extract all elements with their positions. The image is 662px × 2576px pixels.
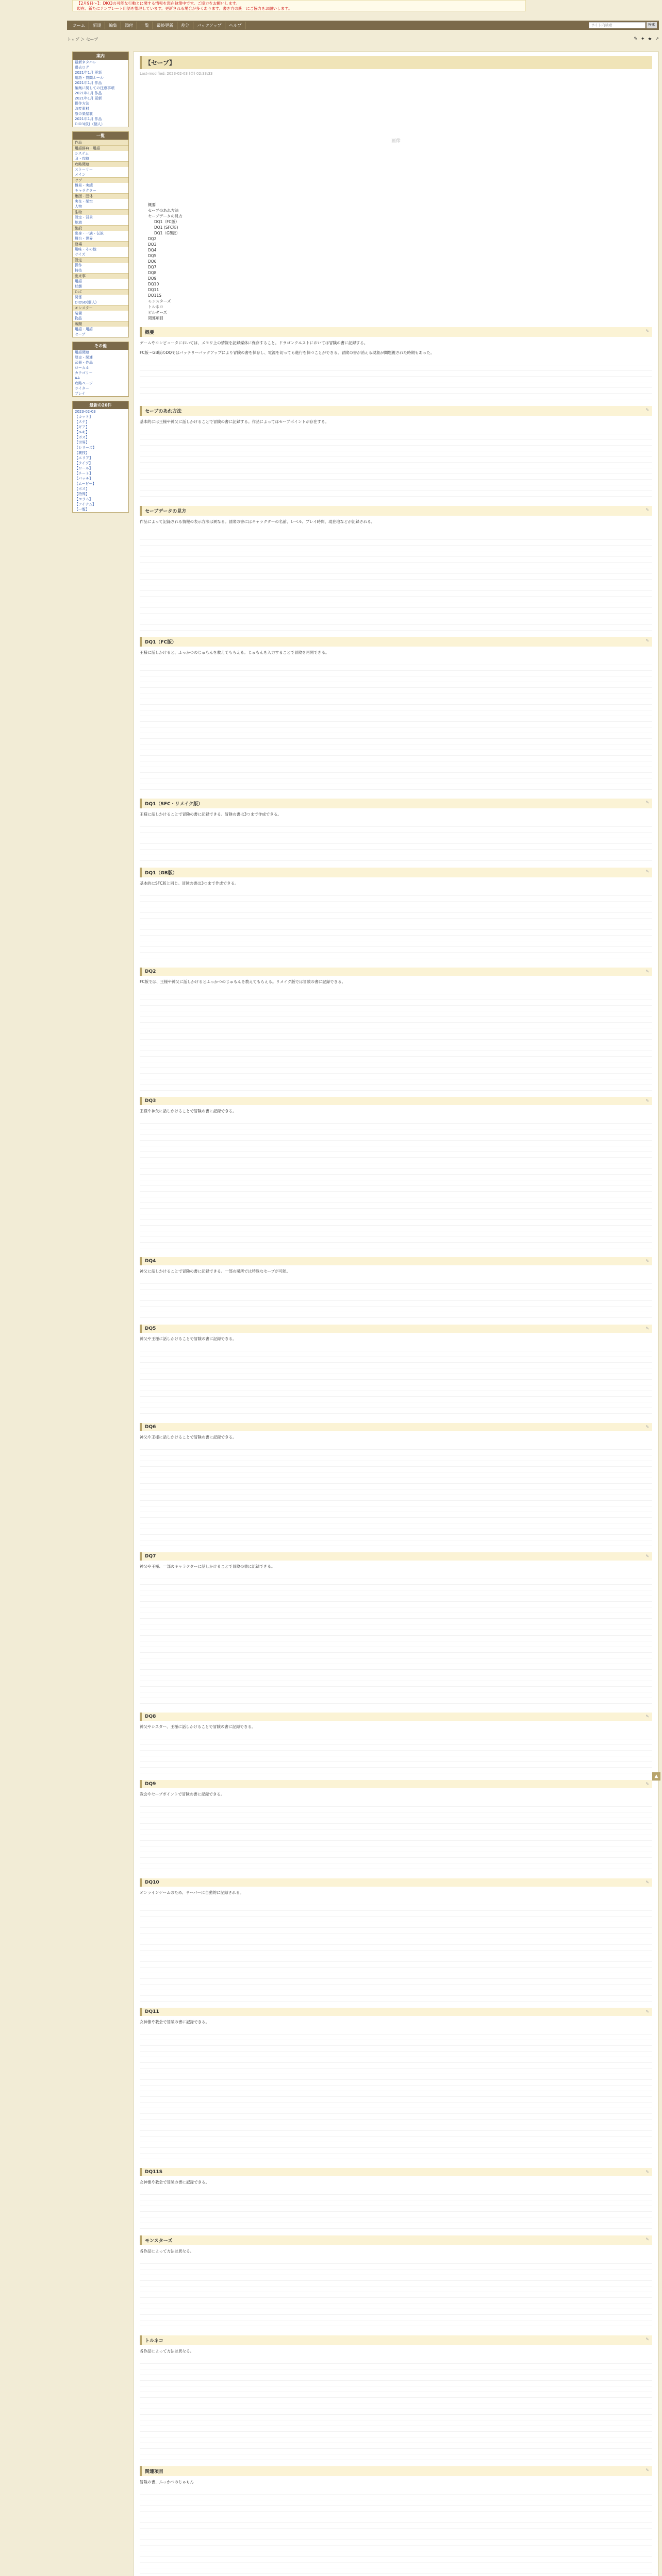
section-title: セーブデータの見方 bbox=[145, 509, 187, 514]
section-heading bbox=[140, 1878, 652, 1887]
sidebar-menu bbox=[72, 52, 129, 127]
section-title: DQ2 bbox=[145, 969, 156, 974]
sidebar-item[interactable]: 2021年1月 作品 bbox=[75, 117, 102, 121]
section-heading bbox=[140, 2168, 652, 2176]
sidebar-item[interactable]: 登場 bbox=[73, 241, 128, 247]
nav-bar bbox=[67, 21, 659, 30]
section-text: 冒険の書、ふっかつのじゅもん bbox=[140, 2480, 194, 2484]
sidebar-item[interactable]: 状態 bbox=[75, 284, 82, 289]
sidebar-item[interactable]: 用語関連 bbox=[75, 350, 89, 354]
nav-attach[interactable]: 添付 bbox=[121, 22, 137, 29]
edit-section-icon[interactable]: ✎ bbox=[646, 2337, 649, 2342]
section-heading bbox=[140, 799, 652, 808]
toc-item[interactable]: 関連項目 bbox=[148, 316, 163, 320]
sidebar-item[interactable]: 趣味・その他 bbox=[75, 247, 96, 251]
section-title: DQ8 bbox=[145, 1714, 156, 1719]
bookmark-icon[interactable]: ★ bbox=[648, 37, 652, 42]
sidebar-item[interactable]: 【裏技】 bbox=[75, 451, 89, 455]
edit-section-icon[interactable]: ✎ bbox=[646, 1098, 649, 1103]
section-heading bbox=[140, 1713, 652, 1721]
nav-new[interactable]: 新規 bbox=[89, 22, 105, 29]
text-block bbox=[140, 2258, 652, 2330]
sidebar-item[interactable]: 施設 bbox=[73, 225, 128, 231]
section-title: DQ11S bbox=[145, 2170, 163, 2175]
text-block bbox=[140, 1900, 652, 2003]
edit-section-icon[interactable]: ✎ bbox=[646, 1425, 649, 1429]
text-block bbox=[140, 1444, 652, 1547]
toc-item[interactable]: DQ8 bbox=[148, 270, 157, 275]
sidebar-item[interactable]: サイズ bbox=[75, 252, 86, 257]
edit-icon[interactable]: ✎ bbox=[634, 37, 638, 42]
sidebar-item[interactable]: 【エリア】 bbox=[75, 456, 93, 460]
sidebar-item[interactable]: 最新ネタバレ bbox=[75, 60, 96, 64]
section-heading bbox=[140, 2235, 652, 2245]
text-block bbox=[140, 1118, 652, 1252]
edit-section-icon[interactable]: ✎ bbox=[646, 1554, 649, 1558]
toc-item[interactable]: トルネコ bbox=[148, 304, 163, 309]
sidebar-item[interactable]: 【シリーズ】 bbox=[75, 446, 96, 450]
breadcrumb bbox=[67, 35, 659, 43]
edit-section-icon[interactable]: ✎ bbox=[646, 869, 649, 874]
sidebar-item[interactable]: 生物 bbox=[73, 209, 128, 215]
sidebar-item[interactable]: 攻略関連 bbox=[73, 161, 128, 167]
sidebar-item[interactable]: モンスター bbox=[73, 305, 128, 311]
section-title: セーブのあれ方法 bbox=[145, 409, 182, 414]
toc-item[interactable]: ビルダーズ bbox=[148, 310, 167, 315]
notice-box bbox=[72, 0, 526, 11]
sidebar-item[interactable]: 操作方法 bbox=[75, 101, 89, 106]
section-title: DQ11 bbox=[145, 2009, 159, 2014]
sidebar-list-title: 一覧 bbox=[73, 132, 128, 140]
sidebar-other bbox=[72, 342, 129, 397]
edit-section-icon[interactable]: ✎ bbox=[646, 329, 649, 333]
sidebar-item[interactable]: 【ライブ】 bbox=[75, 461, 93, 465]
section-text: 王様に話しかけると、ふっかつのじゅもんを教えてもらえる。じゅもんを入力することで冒険を再開できる。 bbox=[140, 650, 329, 655]
sidebar-item[interactable]: 2021年1月 更新 bbox=[75, 71, 102, 75]
toc-item[interactable]: DQ4 bbox=[148, 248, 157, 252]
toc-item[interactable]: モンスターズ bbox=[148, 299, 171, 303]
section-title: DQ4 bbox=[145, 1259, 156, 1264]
sidebar-item[interactable]: 【世界】 bbox=[75, 440, 89, 445]
edit-section-icon[interactable]: ✎ bbox=[646, 2009, 649, 2014]
edit-section-icon[interactable]: ✎ bbox=[646, 507, 649, 512]
section-text: 基本的にSFC版と同じ。冒険の書は3つまで作成できる。 bbox=[140, 881, 239, 886]
sidebar-item[interactable]: DLC bbox=[73, 289, 128, 295]
sidebar-item[interactable]: 過去ログ bbox=[75, 65, 89, 70]
sidebar-item[interactable]: Ｂ・攻略 bbox=[75, 157, 89, 161]
section-heading bbox=[140, 2466, 652, 2476]
text-block bbox=[140, 2189, 652, 2230]
sidebar-item[interactable]: 2021年1月 作品 bbox=[75, 81, 102, 85]
section-title: DQ10 bbox=[145, 1880, 159, 1885]
toc-item[interactable]: DQ7 bbox=[148, 265, 157, 269]
section-heading bbox=[140, 1097, 652, 1105]
section-text: FC版〜GB版のDQではバッテリーバックアップにより冒険の書を保存し、電源を切っても進行を保つことができる。冒険の書が消える現象が問題視された時期もあった。 bbox=[140, 350, 435, 355]
sidebar-item[interactable]: 2023-02-03 bbox=[75, 410, 96, 414]
toc-item[interactable]: DQ11 bbox=[148, 287, 159, 292]
section-text: 各作品によって方法は異なる。 bbox=[140, 2249, 194, 2253]
sidebar-item[interactable]: プレイ bbox=[75, 392, 86, 396]
sidebar-item[interactable]: 特技 bbox=[75, 268, 82, 273]
nav-backup[interactable]: バックアップ bbox=[193, 22, 225, 29]
edit-section-icon[interactable]: ✎ bbox=[646, 2237, 649, 2242]
sidebar-item[interactable]: 【特殊】 bbox=[75, 492, 89, 496]
text-block bbox=[140, 1801, 652, 1873]
section-heading bbox=[140, 327, 652, 337]
table-of-contents bbox=[140, 202, 652, 321]
toc-item[interactable]: DQ10 bbox=[148, 282, 159, 286]
sidebar-item[interactable]: 戦闘 bbox=[73, 321, 128, 327]
sidebar-item[interactable]: 2021年1月 作品 bbox=[75, 91, 102, 95]
section-text: 神父に話しかけることで冒険の書に記録できる。一部の場所では特殊なセーブが可能。 bbox=[140, 1269, 290, 1274]
section-text: 神父やシスター、王様に話しかけることで冒険の書に記録できる。 bbox=[140, 1724, 256, 1729]
sidebar-item[interactable]: 舞台・世界 bbox=[75, 236, 93, 241]
sidebar-item[interactable]: 【チート】 bbox=[75, 471, 93, 476]
section-heading bbox=[140, 1325, 652, 1333]
sidebar-item[interactable]: 難易・実績 bbox=[75, 183, 93, 188]
share-icon[interactable]: ↗ bbox=[655, 37, 659, 42]
text-block bbox=[140, 890, 652, 962]
nav-list[interactable]: 一覧 bbox=[137, 22, 153, 29]
section-text: 神父や王様に話しかけることで冒険の書に記録できる。 bbox=[140, 1435, 237, 1439]
section-title: モンスターズ bbox=[145, 2239, 173, 2244]
toc-item[interactable]: DQ11S bbox=[148, 293, 161, 298]
edit-section-icon[interactable]: ✎ bbox=[646, 800, 649, 805]
sidebar-item[interactable]: 用語辞典・用語 bbox=[73, 145, 128, 151]
sidebar-item[interactable]: AA bbox=[75, 376, 80, 380]
section-title: DQ7 bbox=[145, 1554, 156, 1559]
sidebar-item[interactable]: 攻略ページ bbox=[75, 381, 93, 385]
sidebar-recent bbox=[72, 401, 129, 513]
sidebar-item[interactable]: 出身・一族・伝説 bbox=[75, 231, 104, 235]
nav-recent[interactable]: 最終更新 bbox=[153, 22, 177, 29]
search-input[interactable]: サイト内検索 bbox=[589, 22, 646, 28]
text-block bbox=[140, 429, 652, 501]
sidebar-item[interactable]: 作品 bbox=[73, 140, 128, 145]
breadcrumb-text[interactable]: トップ ＞ セーブ bbox=[67, 37, 98, 42]
twitter-icon[interactable]: ✦ bbox=[640, 37, 645, 42]
toc-item[interactable]: セーブのあれ方法 bbox=[148, 208, 179, 213]
section-heading bbox=[140, 406, 652, 416]
sidebar-item[interactable]: 【ステ】 bbox=[75, 420, 89, 424]
sidebar-item[interactable]: 【エキ】 bbox=[75, 430, 89, 434]
main-content bbox=[133, 52, 659, 2576]
last-modified: Last-modified: 2023-02-03 (金) 02:33:33 bbox=[140, 72, 213, 76]
notice-line-2: 現在、新たにテンプレート用語を整理しています。更新される場合が多くあります。書き方の統一にご協力をお願いします。 bbox=[77, 6, 292, 11]
section-heading bbox=[140, 637, 652, 647]
toc-item[interactable]: 概要 bbox=[148, 202, 156, 207]
search-button[interactable]: 検索 bbox=[647, 22, 657, 28]
edit-section-icon[interactable]: ✎ bbox=[646, 1326, 649, 1331]
sidebar-item[interactable]: キャラクター bbox=[75, 189, 96, 193]
edit-section-icon[interactable]: ✎ bbox=[646, 2468, 649, 2472]
section-title: トルネコ bbox=[145, 2338, 163, 2344]
sidebar bbox=[72, 52, 129, 517]
section-text: 王様や神父に話しかけることで冒険の書に記録できる。 bbox=[140, 1109, 237, 1113]
section-heading bbox=[140, 968, 652, 976]
sidebar-list bbox=[72, 131, 129, 337]
section-heading bbox=[140, 1552, 652, 1561]
sidebar-item[interactable]: 【ロール】 bbox=[75, 466, 93, 470]
toc-item[interactable]: DQ1（FC版） bbox=[154, 219, 179, 224]
sidebar-item[interactable]: 歴史・関連 bbox=[75, 355, 93, 360]
toc-item[interactable]: DQ6 bbox=[148, 259, 157, 264]
text-block bbox=[140, 1346, 652, 1418]
toc-item[interactable]: DQ5 bbox=[148, 253, 157, 258]
sidebar-item[interactable]: 改変素材 bbox=[75, 107, 89, 111]
section-text: 基本的には王様や神父に話しかけることで冒険の書に記録する。作品によってはセーブポイントが存在する。 bbox=[140, 419, 329, 424]
page-title: 【セーブ】 bbox=[140, 56, 652, 69]
sidebar-item[interactable]: 出来事 bbox=[73, 273, 128, 279]
text-block bbox=[140, 360, 652, 401]
section-title: DQ1（FC版） bbox=[145, 640, 177, 645]
section-text: ゲームやコンピュータにおいては、メモリ上の情報を記録媒体に保存すること。ドラゴンクエストにおいては冒険の書に記録する。 bbox=[140, 341, 368, 345]
edit-section-icon[interactable]: ✎ bbox=[646, 1782, 649, 1786]
toc-item[interactable]: DQ2 bbox=[148, 236, 157, 241]
section-text: 王様に話しかけることで冒険の書に記録できる。冒険の書は3つまで作成できる。 bbox=[140, 812, 282, 817]
sidebar-item[interactable]: 設定・背景 bbox=[75, 215, 93, 219]
sidebar-item[interactable]: 人物 bbox=[75, 205, 82, 209]
sidebar-item[interactable]: DIO3(仮)（個人） bbox=[75, 122, 105, 126]
nav-home[interactable]: ホーム bbox=[69, 22, 89, 29]
sidebar-item[interactable]: 実在・架空 bbox=[75, 199, 93, 204]
sidebar-item[interactable]: 関係 bbox=[75, 295, 82, 299]
section-text: 神父や王様、一部のキャラクターに話しかけることで冒険の書に記録できる。 bbox=[140, 1564, 275, 1569]
section-heading bbox=[140, 2335, 652, 2345]
section-text: 女神像や教会で冒険の書に記録できる。 bbox=[140, 2020, 209, 2024]
section-title: DQ6 bbox=[145, 1425, 156, 1430]
edit-section-icon[interactable]: ✎ bbox=[646, 638, 649, 643]
sidebar-item[interactable]: 【カット】 bbox=[75, 415, 93, 419]
section-title: 関連項目 bbox=[145, 2469, 164, 2475]
section-text: 神父や王様に話しかけることで冒険の書に記録できる。 bbox=[140, 1336, 237, 1341]
nav-edit[interactable]: 編集 bbox=[105, 22, 121, 29]
section-heading bbox=[140, 868, 652, 877]
sidebar-item[interactable]: 操作 bbox=[75, 263, 82, 267]
sidebar-item[interactable]: メイン bbox=[75, 173, 86, 177]
sidebar-item[interactable]: 用語・質問ルール bbox=[75, 76, 104, 80]
sidebar-item[interactable]: 【ボス】 bbox=[75, 487, 89, 491]
edit-section-icon[interactable]: ✎ bbox=[646, 1714, 649, 1719]
edit-section-icon[interactable]: ✎ bbox=[646, 969, 649, 974]
section-heading bbox=[140, 1423, 652, 1431]
section-text: 女神像や教会で冒険の書に記録できる。 bbox=[140, 2180, 209, 2184]
toc-item[interactable]: DQ3 bbox=[148, 242, 157, 247]
sidebar-item[interactable]: 編集に関しての注意事項 bbox=[75, 86, 114, 90]
sidebar-item[interactable]: カテゴリー bbox=[75, 371, 93, 375]
sidebar-item[interactable]: 【一覧】 bbox=[75, 507, 89, 512]
section-text: 教会やセーブポイントで冒険の書に記録できる。 bbox=[140, 1792, 225, 1797]
section-title: DQ5 bbox=[145, 1326, 156, 1331]
text-block bbox=[140, 989, 652, 1092]
sidebar-item[interactable]: 原の楽屋裏 bbox=[75, 112, 93, 116]
section-title: DQ3 bbox=[145, 1098, 156, 1104]
header-image: 画像 bbox=[391, 138, 401, 144]
section-heading bbox=[140, 1257, 652, 1265]
toc-item[interactable]: DQ9 bbox=[148, 276, 157, 281]
section-text: FC版では、王様や神父に話しかけるとふっかつのじゅもんを教えてもらえる。リメイク版では冒険の書に記録できる。 bbox=[140, 979, 346, 984]
nav-diff[interactable]: 差分 bbox=[177, 22, 193, 29]
section-title: 概要 bbox=[145, 330, 155, 335]
edit-section-icon[interactable]: ✎ bbox=[646, 408, 649, 412]
edit-section-icon[interactable]: ✎ bbox=[646, 2170, 649, 2174]
sidebar-item[interactable]: 【コラム】 bbox=[75, 497, 93, 501]
edit-section-icon[interactable]: ✎ bbox=[646, 1259, 649, 1263]
text-block bbox=[140, 1278, 652, 1319]
text-block bbox=[140, 659, 652, 793]
text-block bbox=[140, 2489, 652, 2576]
page-top-button[interactable]: ▲ bbox=[652, 1772, 660, 1781]
section-text: 作品によって記録される情報の表示方法は異なる。冒険の書にはキャラクターの名前、レベル、プレイ時間、現在地などが記録される。 bbox=[140, 519, 375, 524]
sidebar-item[interactable]: ローカル bbox=[75, 366, 89, 370]
sidebar-item[interactable]: システム bbox=[75, 151, 89, 156]
sidebar-other-title: その他 bbox=[73, 342, 128, 350]
sidebar-item[interactable]: 【ボス】 bbox=[75, 435, 89, 439]
sidebar-item[interactable]: 用語・用語 bbox=[75, 327, 93, 331]
sidebar-item[interactable]: 装備 bbox=[75, 311, 82, 315]
section-title: DQ9 bbox=[145, 1782, 156, 1787]
sidebar-item[interactable]: サブ bbox=[73, 177, 128, 183]
text-block bbox=[140, 529, 652, 632]
edit-section-icon[interactable]: ✎ bbox=[646, 1880, 649, 1885]
section-heading bbox=[140, 506, 652, 516]
sidebar-recent-title: 最新の20件 bbox=[73, 401, 128, 409]
sidebar-item[interactable]: 【アイテム】 bbox=[75, 502, 96, 506]
sidebar-item[interactable]: 地域 bbox=[75, 221, 82, 225]
section-text: オンラインゲームのため、サーバーに自動的に記録される。 bbox=[140, 1890, 244, 1895]
sidebar-item[interactable]: 【ムービー】 bbox=[75, 482, 96, 486]
sidebar-item[interactable]: 【ギア】 bbox=[75, 425, 89, 429]
section-heading bbox=[140, 1780, 652, 1788]
section-heading bbox=[140, 2008, 652, 2016]
sidebar-item[interactable]: ライター bbox=[75, 386, 89, 391]
toc-item[interactable]: DQ1 (SFC版) bbox=[154, 225, 178, 230]
notice-line-1: 【2月9日〜】：DIO3の可能な行動とに関する情報を現在執筆中です。ご協力をお願いします。 bbox=[77, 1, 240, 6]
section-text: 各作品によって方法は異なる。 bbox=[140, 2349, 194, 2353]
text-block bbox=[140, 821, 652, 862]
toc-item[interactable]: DQ1（GB版） bbox=[154, 231, 180, 235]
sidebar-item[interactable]: 物品 bbox=[75, 316, 82, 320]
sidebar-item[interactable]: ストーリー bbox=[75, 167, 93, 172]
text-block bbox=[140, 2358, 652, 2461]
text-block bbox=[140, 1734, 652, 1775]
sidebar-item[interactable]: 集団・団体 bbox=[73, 193, 128, 199]
toc-item[interactable]: セーブデータの見方 bbox=[148, 214, 183, 218]
text-block bbox=[140, 2029, 652, 2163]
section-title: DQ1（GB版） bbox=[145, 871, 177, 876]
sidebar-item[interactable]: 設定 bbox=[73, 257, 128, 263]
sidebar-item[interactable]: セーブ bbox=[75, 332, 86, 336]
section-title: DQ1（SFC・リメイク版） bbox=[145, 802, 203, 807]
sidebar-menu-title: 案内 bbox=[73, 52, 128, 60]
sidebar-item[interactable]: 【パッチ】 bbox=[75, 477, 93, 481]
sidebar-item[interactable]: DIOSO(個人) bbox=[75, 300, 97, 304]
nav-help[interactable]: ヘルプ bbox=[225, 22, 245, 29]
sidebar-item[interactable]: 武器・作品 bbox=[75, 361, 93, 365]
sidebar-item[interactable]: 2021年1月 更新 bbox=[75, 96, 102, 100]
sidebar-item[interactable]: 用語 bbox=[75, 279, 82, 283]
text-block bbox=[140, 1573, 652, 1707]
